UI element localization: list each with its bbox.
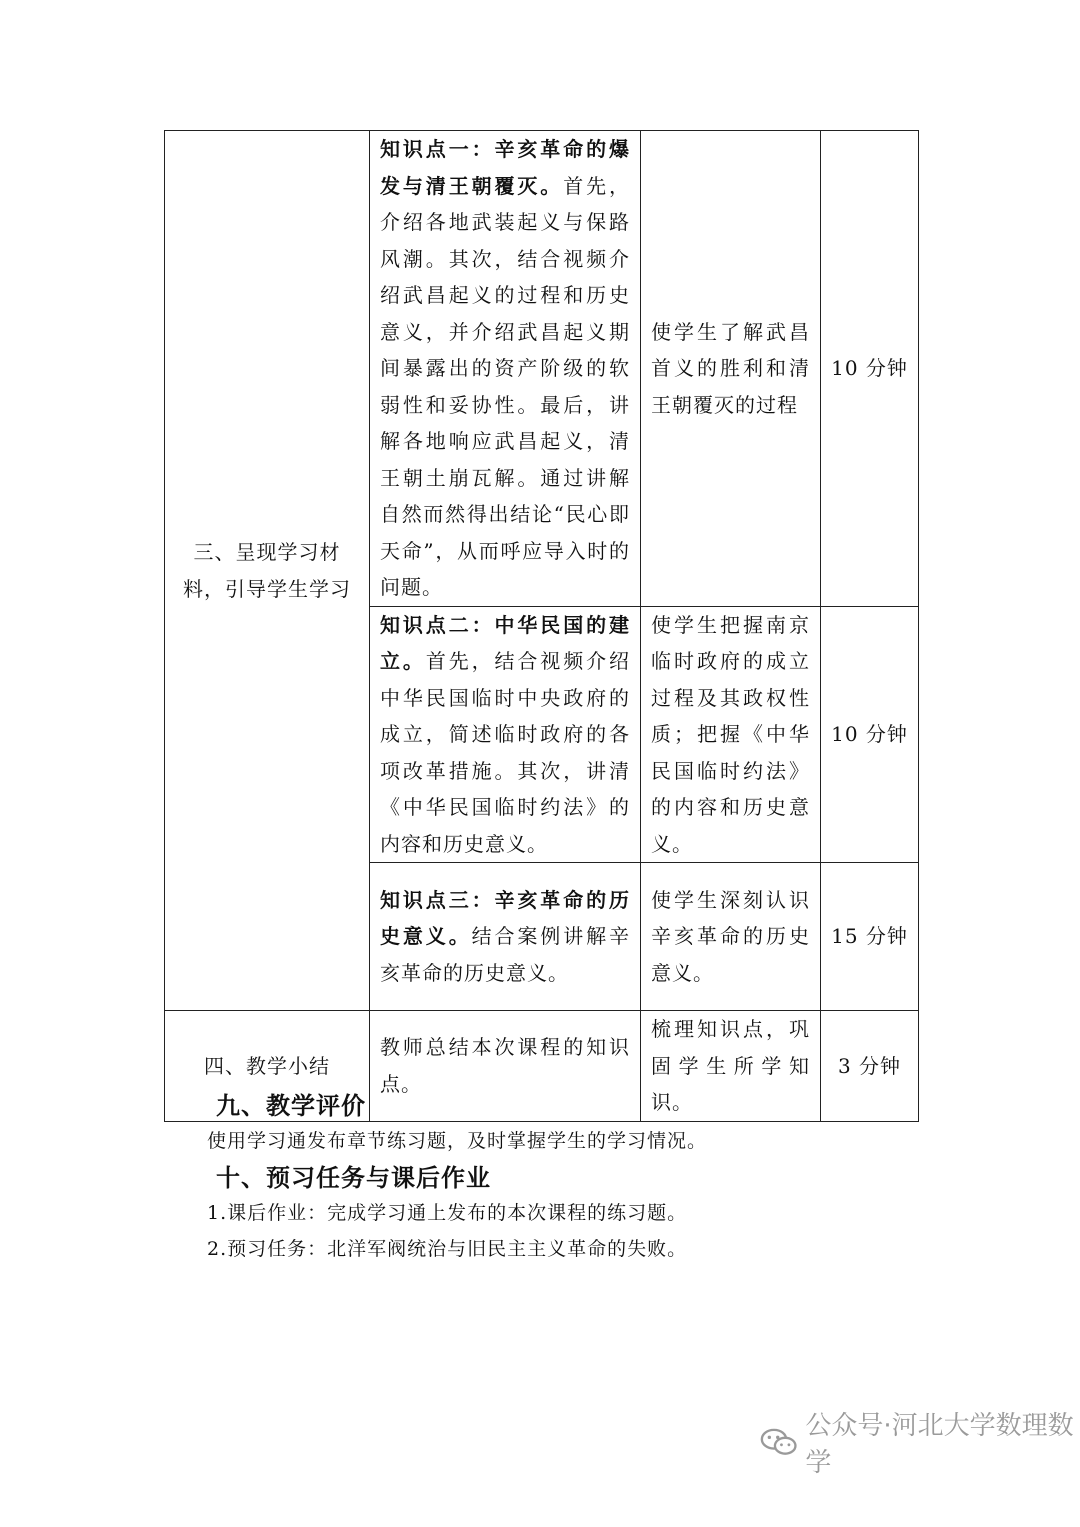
time-cell: 10 分钟	[821, 131, 919, 607]
evaluation-text: 使用学习通发布章节练习题，及时掌握学生的学习情况。	[207, 1130, 708, 1152]
lesson-plan-table	[164, 130, 919, 1122]
preview-item: 2.预习任务：北洋军阀统治与旧民主主义革命的失败。	[207, 1238, 688, 1260]
watermark-text: 公众号·河北大学数理数学	[805, 1411, 1074, 1478]
table-row	[165, 131, 919, 607]
knowledge-point-title: 知识点二：中华民国的建立。	[380, 612, 630, 673]
content-cell	[370, 606, 641, 863]
knowledge-point-title: 知识点三：辛亥革命的历史意义。	[380, 887, 630, 949]
section-heading-evaluation: 九、教学评价	[216, 1092, 366, 1120]
goal-cell: 使学生把握南京临时政府的成立过程及其政权性质；把握《中华民国临时约法》的内容和历史意义。	[641, 606, 821, 863]
goal-cell: 梳理知识点，巩固学生所学知识。	[641, 1011, 821, 1122]
time-cell: 3 分钟	[821, 1011, 919, 1122]
content-cell	[370, 863, 641, 1011]
wechat-icon	[760, 1426, 797, 1458]
goal-cell: 使学生了解武昌首义的胜利和清王朝覆灭的过程	[641, 131, 821, 607]
homework-item: 1.课后作业：完成学习通上发布的本次课程的练习题。	[207, 1202, 688, 1224]
knowledge-point-title: 知识点一：辛亥革命的爆发与清王朝覆灭。	[380, 137, 630, 198]
content-text: 首先，结合视频介绍中华民国临时中央政府的成立，简述临时政府的各项改革措施。其次，讲清《中华民国临时约法》的内容和历史意义。	[380, 649, 631, 856]
time-cell: 10 分钟	[821, 606, 919, 863]
stage-cell: 三、呈现学习材料，引导学生学习	[165, 131, 370, 1011]
watermark	[760, 1411, 1080, 1478]
content-text: 首先，介绍各地武装起义与保路风潮。其次，结合视频介绍武昌起义的过程和历史意义，并介绍武昌起义期间暴露出的资产阶级的软弱性和妥协性。最后，讲解各地响应武昌起义，清王朝土崩瓦解。通过讲解自然而然得出结论“民心即天命”，从而呼应导入时的问题。	[380, 173, 631, 599]
time-cell: 15 分钟	[821, 863, 919, 1011]
content-cell	[370, 131, 641, 607]
stage-cell: 四、教学小结	[165, 1011, 370, 1122]
content-text: 结合案例讲解辛亥革命的历史意义。	[380, 924, 631, 985]
section-heading-homework: 十、预习任务与课后作业	[216, 1164, 491, 1192]
content-cell: 教师总结本次课程的知识点。	[370, 1011, 641, 1122]
goal-cell: 使学生深刻认识辛亥革命的历史意义。	[641, 863, 821, 1011]
